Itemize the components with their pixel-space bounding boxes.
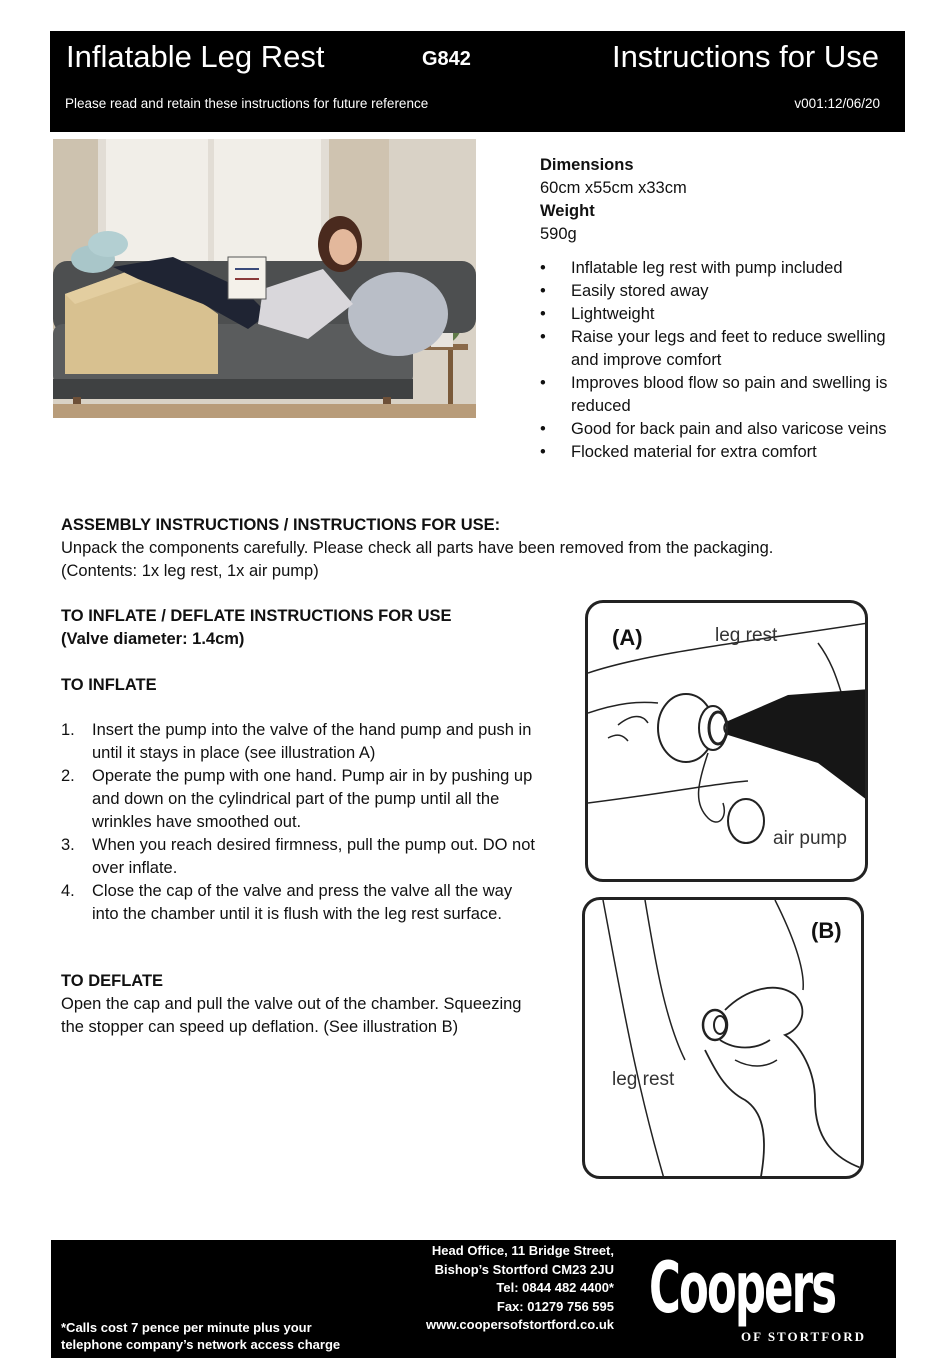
illustration-b <box>582 897 864 1179</box>
step-number: 3. <box>61 836 75 854</box>
list-item: • Flocked material for extra comfort <box>540 441 900 464</box>
deflate-line-2: the stopper can speed up deflation. (See illustration B) <box>61 1018 459 1036</box>
step-number: 2. <box>61 767 75 785</box>
illustration-a-air-pump-label: air pump <box>773 828 847 849</box>
inflate-steps <box>61 719 541 926</box>
list-item: • Lightweight <box>540 303 900 326</box>
company-address <box>426 1242 614 1335</box>
call-charge-line-2: telephone company’s network access charge <box>61 1337 341 1352</box>
list-item: • Raise your legs and feet to reduce swelling and improve comfort <box>540 326 900 372</box>
header-banner <box>50 31 905 132</box>
step-text: Close the cap of the valve and press the valve all the way into the chamber until it is flush with the leg rest surface. <box>92 882 513 923</box>
product-code: G842 <box>422 48 471 70</box>
product-title: Inflatable Leg Rest <box>66 39 325 74</box>
version-label: v001:12/06/20 <box>794 96 880 111</box>
list-item <box>61 719 541 765</box>
header-subtitle: Please read and retain these instructions for future reference <box>65 96 429 111</box>
list-item: • Easily stored away <box>540 280 900 303</box>
list-item: • Inflatable leg rest with pump included <box>540 257 900 280</box>
document-type-title: Instructions for Use <box>611 39 879 74</box>
illustration-a <box>585 600 868 882</box>
step-text: Operate the pump with one hand. Pump air in by pushing up and down on the cylindrical part of the pump until all the wrinkles have smoothed out. <box>92 767 533 831</box>
website: www.coopersofstortford.co.uk <box>425 1317 614 1332</box>
illustration-a-tag: (A) <box>612 625 643 650</box>
list-item: • Good for back pain and also varicose veins <box>540 418 900 441</box>
fax: Fax: 01279 756 595 <box>496 1298 614 1314</box>
coopers-logo-subtitle: OF STORTFORD <box>741 1329 867 1344</box>
call-charge-note <box>61 1319 340 1353</box>
step-text: Insert the pump into the valve of the hand pump and push in until it stays in place (see illustration A) <box>92 721 532 762</box>
assembly-heading: ASSEMBLY INSTRUCTIONS / INSTRUCTIONS FOR USE: <box>61 516 501 534</box>
footer-banner <box>51 1240 896 1358</box>
step-number: 4. <box>61 882 75 900</box>
list-item: • Improves blood flow so pain and swelling is reduced <box>540 372 900 418</box>
inflate-heading: TO INFLATE <box>61 676 157 694</box>
feature-list <box>540 257 900 464</box>
illustration-b-tag: (B) <box>811 918 842 943</box>
illustration-a-leg-rest-label: leg rest <box>715 625 778 646</box>
call-charge-line-1: *Calls cost 7 pence per minute plus your <box>61 1320 312 1335</box>
deflate-heading: TO DEFLATE <box>61 972 164 990</box>
illustration-b-leg-rest-label: leg rest <box>612 1069 675 1090</box>
dimensions-value: 60cm x55cm x33cm <box>540 179 687 197</box>
deflate-line-1: Open the cap and pull the valve out of the chamber. Squeezing <box>61 995 522 1013</box>
step-text: When you reach desired firmness, pull the pump out. DO not over inflate. <box>92 836 535 877</box>
specifications <box>540 154 910 246</box>
list-item <box>61 765 541 834</box>
product-photo <box>53 139 476 418</box>
list-item <box>61 880 541 926</box>
coopers-logo: Coopers <box>649 1247 836 1329</box>
telephone: Tel: 0844 482 4400* <box>496 1280 614 1295</box>
inflate-deflate-heading: TO INFLATE / DEFLATE INSTRUCTIONS FOR USE <box>61 607 452 625</box>
assembly-line-1: Unpack the components carefully. Please check all parts have been removed from the packaging. <box>61 539 774 557</box>
assembly-line-2: (Contents: 1x leg rest, 1x air pump) <box>61 562 319 580</box>
address-line: Bishop’s Stortford CM23 2JU <box>434 1261 614 1277</box>
weight-value: 590g <box>540 225 577 243</box>
step-number: 1. <box>61 721 75 739</box>
list-item <box>61 834 541 880</box>
address-line: Head Office, 11 Bridge Street, <box>431 1243 614 1258</box>
valve-diameter: (Valve diameter: 1.4cm) <box>61 630 245 648</box>
dimensions-label: Dimensions <box>540 156 634 174</box>
weight-label: Weight <box>540 202 595 220</box>
